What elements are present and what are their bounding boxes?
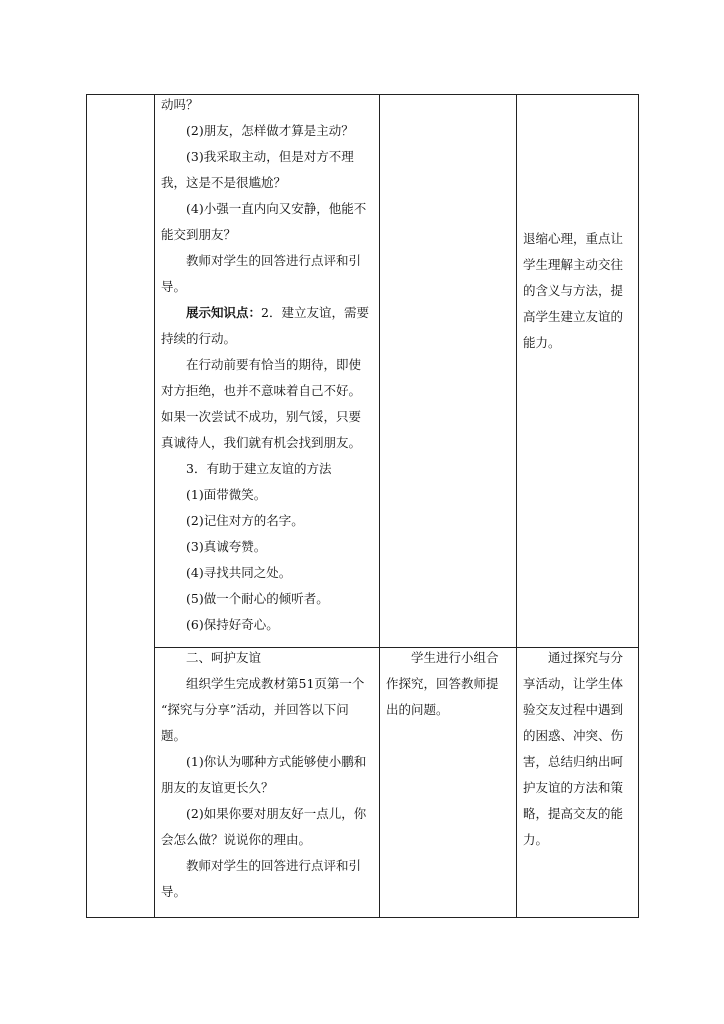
content-line: (1)面带微笑。 <box>186 487 267 502</box>
content-line: 能交到朋友？ <box>161 227 237 242</box>
content-line: 导。 <box>161 279 187 294</box>
intent-line: 力。 <box>523 832 549 847</box>
knowledge-point-text: 2．建立友谊，需要 <box>261 305 369 320</box>
intent-line: 的困惑、冲突、伤 <box>523 728 624 743</box>
content-line: 教师对学生的回答进行点评和引 <box>186 253 362 268</box>
column-divider <box>516 94 517 918</box>
section-heading: 二、呵护友谊 <box>186 650 262 665</box>
content-line: (4)小强一直内向又安静，他能不 <box>186 201 367 216</box>
row1-content-cell <box>161 92 375 638</box>
content-line: 3．有助于建立友谊的方法 <box>186 461 332 476</box>
content-line: (3)我采取主动，但是对方不理 <box>186 149 354 164</box>
student-line: 作探究，回答教师提 <box>386 676 499 691</box>
table-left-border <box>86 94 87 918</box>
knowledge-point-label: 展示知识点： <box>186 305 262 320</box>
intent-line: 害，总结归纳出呵 <box>523 754 624 769</box>
content-line: 持续的行动。 <box>161 331 237 346</box>
intent-line: 享活动，让学生体 <box>523 676 624 691</box>
content-line: (2)如果你要对朋友好一点儿，你 <box>186 806 367 821</box>
content-line: 对方拒绝，也并不意味着自己不好。 <box>161 383 362 398</box>
content-line: (3)真诚夸赞。 <box>186 539 267 554</box>
content-line <box>161 300 375 326</box>
content-line: 导。 <box>161 884 187 899</box>
content-line: 我，这是不是很尴尬？ <box>161 175 287 190</box>
intent-line: 能力。 <box>523 335 561 350</box>
content-line: 朋友的友谊更长久？ <box>161 780 274 795</box>
table-right-border <box>638 94 639 918</box>
student-line: 学生进行小组合 <box>411 650 499 665</box>
intent-line: 的含义与方法，提 <box>523 283 624 298</box>
content-line: 教师对学生的回答进行点评和引 <box>186 858 362 873</box>
content-line: 在行动前要有恰当的期待，即使 <box>186 357 362 372</box>
content-line: 题。 <box>161 728 187 743</box>
content-line: (6)保持好奇心。 <box>186 617 279 632</box>
intent-line: 高学生建立友谊的 <box>523 309 624 324</box>
content-line: “探究与分享”活动，并回答以下问 <box>161 702 349 717</box>
content-line: (1)你认为哪种方式能够使小鹏和 <box>186 754 367 769</box>
intent-line: 护友谊的方法和策 <box>523 780 624 795</box>
column-divider <box>379 94 380 918</box>
content-line: (5)做一个耐心的倾听者。 <box>186 591 329 606</box>
intent-line: 略，提高交友的能 <box>523 806 624 821</box>
row2-student-cell <box>386 645 513 723</box>
student-line: 出的问题。 <box>386 702 449 717</box>
column-divider <box>154 94 155 918</box>
row1-intent-cell <box>523 226 635 356</box>
intent-line: 退缩心理，重点让 <box>523 231 624 246</box>
content-line: (2)朋友，怎样做才算是主动？ <box>186 123 354 138</box>
intent-line: 学生理解主动交往 <box>523 257 624 272</box>
content-line: 真诚待人，我们就有机会找到朋友。 <box>161 435 362 450</box>
content-line: 动吗？ <box>161 97 199 112</box>
intent-line: 通过探究与分 <box>548 650 624 665</box>
table-bottom-border <box>86 917 639 918</box>
content-line: (4)寻找共同之处。 <box>186 565 292 580</box>
content-line: (2)记住对方的名字。 <box>186 513 304 528</box>
intent-line: 验交友过程中遇到 <box>523 702 624 717</box>
content-line: 会怎么做？说说你的理由。 <box>161 832 312 847</box>
content-line: 如果一次尝试不成功，别气馁，只要 <box>161 409 362 424</box>
content-line: 组织学生完成教材第51页第一个 <box>186 676 365 691</box>
row2-intent-cell <box>523 645 635 853</box>
row2-content-cell <box>161 645 375 905</box>
